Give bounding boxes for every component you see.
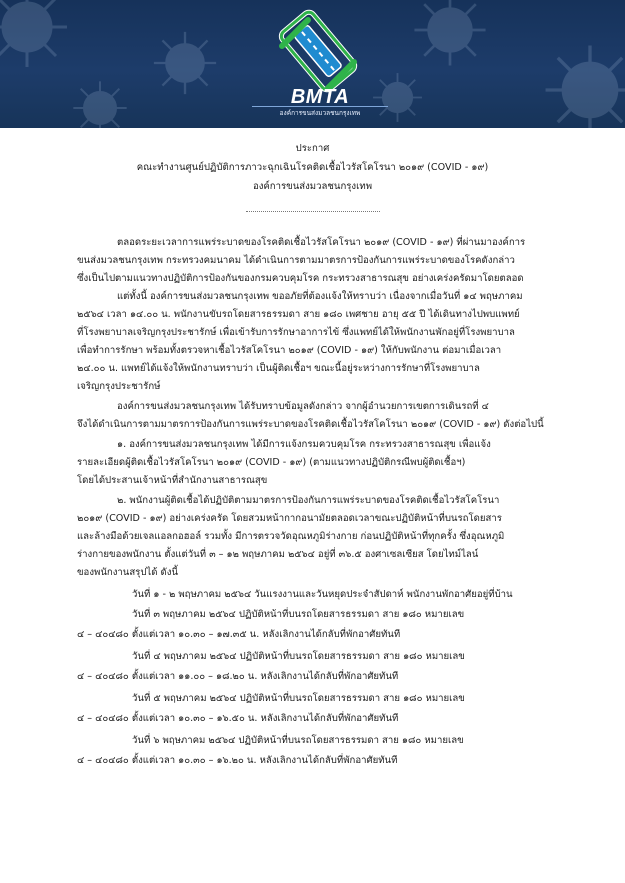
virus-icon: [540, 40, 625, 128]
body-line: และล้างมือด้วยเจลแอลกอฮอล์ รวมทั้ง มีการตรวจวัดอุณหภูมิร่างกาย ก่อนปฏิบัติหน้าที่ทุกครั้ง ซึ่งอุณหภูมิ: [77, 531, 505, 542]
timeline-line: วันที่ ๓ พฤษภาคม ๒๕๖๔ ปฏิบัติหน้าที่บนรถโดยสารธรรมดา สาย ๑๘๐ หมายเลข: [132, 609, 465, 620]
announcement-organization: องค์การขนส่งมวลชนกรุงเทพ: [252, 181, 373, 192]
body-line: ๑. องค์การขนส่งมวลชนกรุงเทพ ได้มีการแจ้งกรมควบคุมโรค กระทรวงสาธารณสุข เพื่อแจ้ง: [117, 439, 491, 450]
header-banner: [0, 0, 625, 128]
virus-icon: [0, 0, 72, 72]
body-line: องค์การขนส่งมวลชนกรุงเทพ ได้รับทราบข้อมูลดังกล่าว จากผู้อำนวยการเขตการเดินรถที่ ๔: [117, 401, 489, 412]
timeline-line: วันที่ ๖ พฤษภาคม ๒๕๖๔ ปฏิบัติหน้าที่บนรถโดยสารธรรมดา สาย ๑๘๐ หมายเลข: [132, 735, 464, 746]
body-line: ร่างกายของพนักงาน ตั้งแต่วันที่ ๓ – ๑๒ พฤษภาคม ๒๕๖๔ อยู่ที่ ๓๖.๕ องศาเซลเซียส โดยไทม์ไลน์: [77, 549, 479, 560]
body-line: จึงได้ดำเนินการตามมาตรการป้องกันการแพร่ระบาดของโรคติดเชื้อไวรัสโคโรนา ๒๐๑๙ (COVID - ๑๙) ดังต่อไปนี้: [77, 419, 544, 430]
body-line: ที่โรงพยาบาลเจริญกรุงประชารักษ์ เพื่อเข้ารับการรักษาอาการไข้ ซึ่งแพทย์ได้ให้พนักงานพักอยู่ที่โรงพยาบาล: [77, 327, 515, 338]
announcement-title: ประกาศ: [295, 143, 330, 154]
announcement-body: [0, 128, 625, 883]
virus-icon: [150, 28, 220, 98]
announcement-committee: คณะทำงานศูนย์ปฏิบัติการภาวะฉุกเฉินโรคติดเชื้อไวรัสโคโรนา ๒๐๑๙ (COVID - ๑๙): [136, 162, 489, 173]
logo-subtitle: องค์การขนส่งมวลชนกรุงเทพ: [252, 106, 388, 118]
timeline-line: วันที่ ๔ พฤษภาคม ๒๕๖๔ ปฏิบัติหน้าที่บนรถโดยสารธรรมดา สาย ๑๘๐ หมายเลข: [132, 651, 465, 662]
body-line: เจริญกรุงประชารักษ์: [77, 381, 161, 392]
virus-icon: [70, 78, 130, 128]
timeline-line: ๔ – ๔๐๔๘๐ ตั้งแต่เวลา ๑๐.๓๐ – ๑๖.๕๐ น. หลังเลิกงานได้กลับที่พักอาศัยทันที: [77, 713, 399, 724]
timeline-line: ๔ – ๔๐๔๘๐ ตั้งแต่เวลา ๑๐.๓๐ – ๑๖.๒๐ น. หลังเลิกงานได้กลับที่พักอาศัยทันที: [77, 755, 398, 766]
body-line: ๒. พนักงานผู้ติดเชื้อได้ปฏิบัติตามมาตรการป้องกันการแพร่ระบาดของโรคติดเชื้อไวรัสโคโรนา: [117, 495, 500, 506]
body-line: ๒๕๖๔ เวลา ๑๔.๐๐ น. พนักงานขับรถโดยสารธรรมดา สาย ๑๘๐ เพศชาย อายุ ๕๕ ปี ได้เดินทางไปพบแพทย์: [77, 309, 520, 320]
virus-icon: [410, 0, 490, 70]
timeline-line: ๔ – ๔๐๔๘๐ ตั้งแต่เวลา ๑๐.๓๐ – ๑๗.๓๕ น. หลังเลิกงานได้กลับที่พักอาศัยทันที: [77, 629, 401, 640]
body-line: ๒๔.๐๐ น. แพทย์ได้แจ้งให้พนักงานทราบว่า เป็นผู้ติดเชื้อฯ ขณะนี้อยู่ระหว่างการรักษาที่โรงพยาบาล: [77, 363, 480, 374]
title-divider: [246, 211, 380, 212]
body-line: โดยได้ประสานเจ้าหน้าที่สำนักงานสาธารณสุข: [77, 475, 268, 486]
body-line: ขนส่งมวลชนกรุงเทพ กระทรวงคมนาคม ได้ดำเนินการตามมาตรการป้องกันการแพร่ระบาดของโรคดังกล่าว: [77, 255, 515, 266]
body-line: เพื่อทำการรักษา พร้อมทั้งตรวจหาเชื้อไวรัสโคโรนา ๒๐๑๙ (COVID - ๑๙) ให้กับพนักงาน ต่อมาเมื่อเวลา: [77, 345, 502, 356]
timeline-line: ๔ – ๔๐๔๘๐ ตั้งแต่เวลา ๑๑.๐๐ – ๑๘.๒๐ น. หลังเลิกงานได้กลับที่พักอาศัยทันที: [77, 671, 399, 682]
body-line: ตลอดระยะเวลาการแพร่ระบาดของโรคติดเชื้อไวรัสโคโรนา ๒๐๑๙ (COVID - ๑๙) ที่ผ่านมาองค์การ: [117, 237, 526, 248]
body-line: ของพนักงานสรุปได้ ดังนี้: [77, 567, 179, 578]
timeline-line: วันที่ ๑ - ๒ พฤษภาคม ๒๕๖๔ วันแรงงานและวันหยุดประจำสัปดาห์ พนักงานพักอาศัยอยู่ที่บ้าน: [132, 589, 513, 600]
body-line: ซึ่งเป็นไปตามแนวทางปฏิบัติการป้องกันของกรมควบคุมโรค กระทรวงสาธารณสุข อย่างเคร่งครัดมาโดยตลอด: [77, 273, 524, 284]
logo-brand-text: BMTA: [290, 86, 350, 108]
body-line: รายละเอียดผู้ติดเชื้อไวรัสโคโรนา ๒๐๑๙ (COVID - ๑๙) (ตามแนวทางปฏิบัติกรณีพบผู้ติดเชื้อฯ): [77, 457, 466, 468]
body-line: ๒๐๑๙ (COVID - ๑๙) อย่างเคร่งครัด โดยสวมหน้ากากอนามัยตลอดเวลาขณะปฏิบัติหน้าที่บนรถโดยสาร: [77, 513, 502, 524]
timeline-line: วันที่ ๕ พฤษภาคม ๒๕๖๔ ปฏิบัติหน้าที่บนรถโดยสารธรรมดา สาย ๑๘๐ หมายเลข: [132, 693, 465, 704]
body-line: แต่ทั้งนี้ องค์การขนส่งมวลชนกรุงเทพ ขออภัยที่ต้องแจ้งให้ทราบว่า เนื่องจากเมื่อวันที่ ๑๔ พฤษภาคม: [117, 291, 523, 302]
